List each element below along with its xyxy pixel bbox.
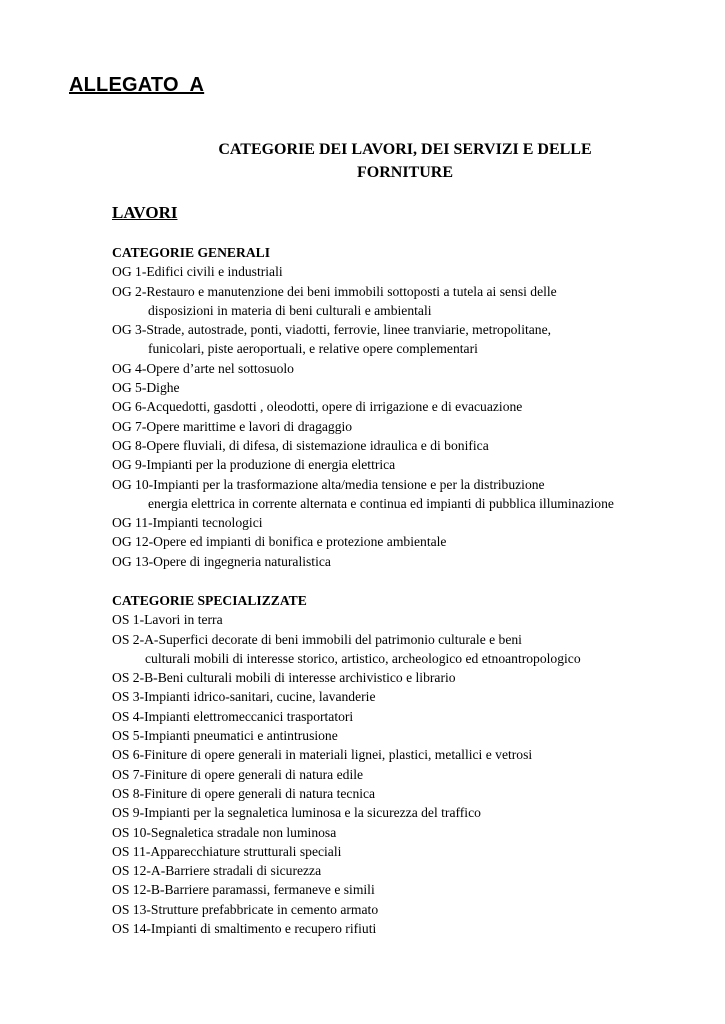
document-title bbox=[130, 138, 680, 184]
list-item: OS 10-Segnaletica stradale non luminosa bbox=[112, 824, 337, 840]
list-item: OS 13-Strutture prefabbricate in cemento armato bbox=[112, 901, 379, 917]
list-item: OS 4-Impianti elettromeccanici trasportatori bbox=[112, 708, 354, 724]
list-item: OS 3-Impianti idrico-sanitari, cucine, lavanderie bbox=[112, 689, 376, 705]
categorie-specializzate-block bbox=[112, 591, 702, 958]
list-item: OG 5-Dighe bbox=[112, 380, 180, 396]
list-item: OS 2-A-Superfici decorate di beni immobili del patrimonio culturale e beni bbox=[112, 631, 522, 647]
list-item: OG 12-Opere ed impianti di bonifica e protezione ambientale bbox=[112, 534, 447, 550]
list-item-continuation: disposizioni in materia di beni culturali e ambientali bbox=[148, 302, 432, 318]
list-item-continuation: funicolari, piste aeroportuali, e relative opere complementari bbox=[148, 341, 478, 357]
list-item: OS 5-Impianti pneumatici e antintrusione bbox=[112, 728, 338, 744]
list-item: OS 12-B-Barriere paramassi, fermaneve e simili bbox=[112, 882, 375, 898]
list-item: OG 6-Acquedotti, gasdotti , oleodotti, opere di irrigazione e di evacuazione bbox=[112, 399, 523, 415]
list-item: OG 4-Opere d’arte nel sottosuolo bbox=[112, 360, 294, 376]
list-item: OS 8-Finiture di opere generali di natura tecnica bbox=[112, 785, 376, 801]
list-item: OS 14-Impianti di smaltimento e recupero rifiuti bbox=[112, 921, 377, 937]
allegato-label: ALLEGATO A bbox=[69, 74, 205, 96]
list-item: OS 6-Finiture di opere generali in materiali lignei, plastici, metallici e vetrosi bbox=[112, 747, 533, 763]
section-heading-lavori: LAVORI bbox=[112, 203, 178, 222]
list-item: OG 11-Impianti tecnologici bbox=[112, 515, 263, 531]
list-item: OG 3-Strade, autostrade, ponti, viadotti, ferrovie, linee tranviarie, metropolitane, bbox=[112, 322, 552, 338]
categorie-generali-heading: CATEGORIE GENERALI bbox=[112, 245, 270, 260]
list-item: OG 8-Opere fluviali, di difesa, di sistemazione idraulica e di bonifica bbox=[112, 437, 489, 453]
list-item bbox=[112, 938, 702, 957]
list-item: OG 13-Opere di ingegneria naturalistica bbox=[112, 553, 331, 569]
list-item: OG 2-Restauro e manutenzione dei beni immobili sottoposti a tutela ai sensi delle bbox=[112, 283, 557, 299]
list-item: OG 9-Impianti per la produzione di energia elettrica bbox=[112, 457, 396, 473]
list-item: OS 11-Apparecchiature strutturali speciali bbox=[112, 843, 342, 859]
list-item: OG 1-Edifici civili e industriali bbox=[112, 264, 283, 280]
categorie-generali-block bbox=[112, 243, 702, 571]
list-item: OS 2-B-Beni culturali mobili di interesse archivistico e librario bbox=[112, 670, 456, 686]
list-item: OS 1-Lavori in terra bbox=[112, 612, 223, 628]
list-item: OG 10-Impianti per la trasformazione alta/media tensione e per la distribuzione bbox=[112, 476, 545, 492]
categorie-specializzate-heading: CATEGORIE SPECIALIZZATE bbox=[112, 593, 307, 608]
document-title-line-2: FORNITURE bbox=[356, 164, 453, 181]
list-item: OS 12-A-Barriere stradali di sicurezza bbox=[112, 863, 322, 879]
list-item: OS 9-Impianti per la segnaletica luminosa e la sicurezza del traffico bbox=[112, 805, 481, 821]
list-item-continuation: culturali mobili di interesse storico, artistico, archeologico ed etnoantropologico bbox=[145, 650, 581, 666]
list-item: OS 7-Finiture di opere generali di natura edile bbox=[112, 766, 364, 782]
list-item-continuation: energia elettrica in corrente alternata e continua ed impianti di pubblica illuminazione bbox=[148, 495, 614, 511]
document-title-line-1: CATEGORIE DEI LAVORI, DEI SERVIZI E DELLE bbox=[218, 141, 592, 158]
list-item: OG 7-Opere marittime e lavori di dragaggio bbox=[112, 418, 353, 434]
